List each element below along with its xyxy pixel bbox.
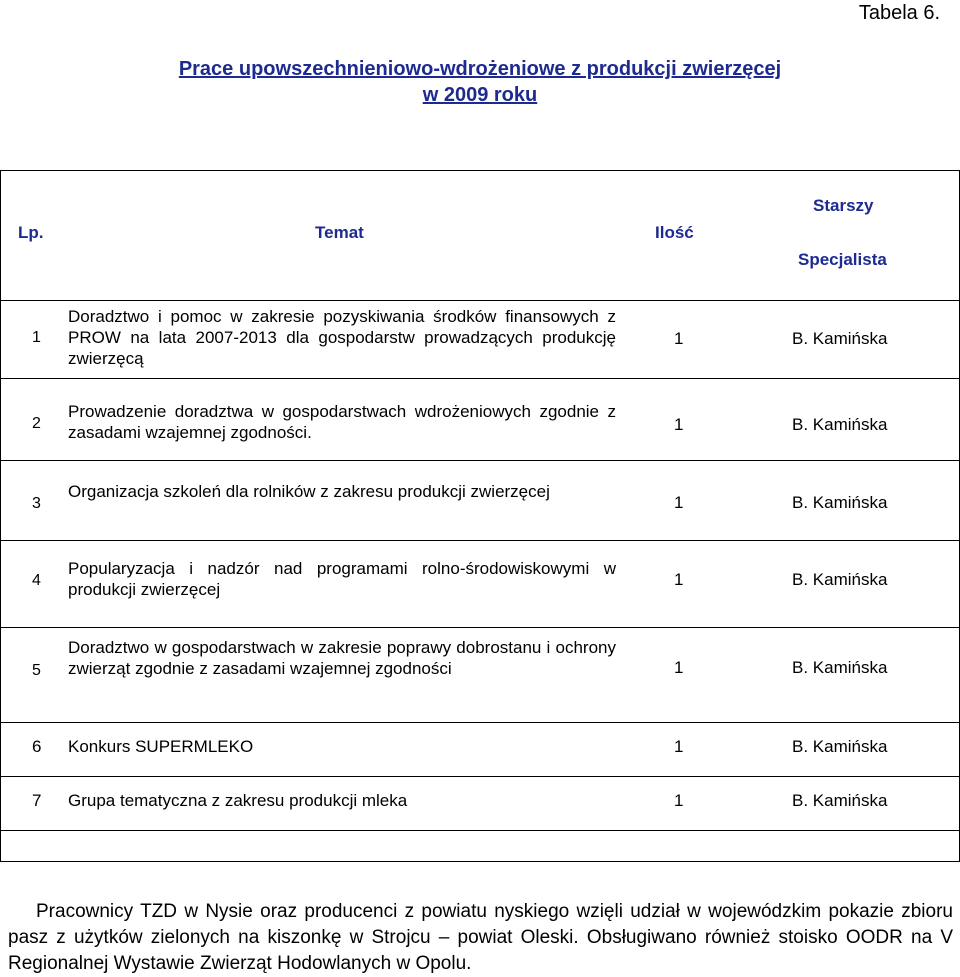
document-title-line-2: w 2009 roku — [422, 84, 538, 106]
table-number-label: Tabela 6. — [858, 2, 940, 24]
table-rule — [0, 776, 960, 777]
table-rule — [0, 722, 960, 723]
row-topic: Doradztwo w gospodarstwach w zakresie poprawy dobrostanu i ochrony zwierząt zgodnie z zasadami wzajemnej zgodności — [68, 638, 616, 678]
row-specialist: B. Kamińska — [792, 737, 888, 756]
row-lp: 4 — [32, 572, 41, 589]
header-lp: Lp. — [18, 223, 44, 242]
row-topic: Prowadzenie doradztwa w gospodarstwach wdrożeniowych zgodnie z zasadami wzajemnej zgodności. — [68, 402, 616, 442]
table-rule — [0, 830, 960, 831]
table-rule — [0, 540, 960, 541]
footer-note — [8, 899, 953, 977]
header-specialist-line-1: Starszy — [813, 196, 874, 215]
row-count: 1 — [674, 329, 684, 348]
row-lp: 6 — [32, 737, 42, 756]
header-count: Ilość — [655, 223, 694, 242]
table-rule — [0, 460, 960, 461]
row-count: 1 — [674, 737, 684, 756]
row-lp: 7 — [32, 791, 42, 810]
row-specialist: B. Kamińska — [792, 658, 888, 677]
table-rule — [0, 170, 960, 171]
document-title-line-1: Prace upowszechnieniowo-wdrożeniowe z produkcji zwierzęcej — [178, 58, 782, 80]
table-rule — [0, 300, 960, 301]
row-count: 1 — [674, 791, 684, 810]
row-count: 1 — [674, 493, 684, 512]
row-topic: Grupa tematyczna z zakresu produkcji mleka — [68, 791, 408, 810]
row-count: 1 — [674, 658, 684, 677]
work-table — [0, 170, 960, 862]
header-topic: Temat — [315, 223, 364, 242]
row-specialist: B. Kamińska — [792, 415, 888, 434]
header-specialist-line-2: Specjalista — [798, 250, 887, 269]
row-lp: 5 — [32, 662, 41, 679]
row-count: 1 — [674, 570, 684, 589]
row-topic: Konkurs SUPERMLEKO — [68, 737, 254, 756]
row-lp: 2 — [32, 415, 41, 432]
row-topic: Popularyzacja i nadzór nad programami rolno-środowiskowymi w produkcji zwierzęcej — [68, 559, 616, 599]
document-title — [0, 56, 960, 108]
row-specialist: B. Kamińska — [792, 493, 888, 512]
row-specialist: B. Kamińska — [792, 329, 888, 348]
table-rule — [0, 627, 960, 628]
row-lp: 1 — [32, 329, 41, 346]
table-rule — [0, 861, 960, 862]
row-topic: Doradztwo i pomoc w zakresie pozyskiwania środków finansowych z PROW na lata 2007-2013 dla gospodarstw prowadzących produkcję zwierzęcą — [68, 307, 616, 368]
row-specialist: B. Kamińska — [792, 791, 888, 810]
row-specialist: B. Kamińska — [792, 570, 888, 589]
table-rule — [0, 170, 1, 862]
table-rule — [0, 378, 960, 379]
row-lp: 3 — [32, 495, 41, 512]
row-topic: Organizacja szkoleń dla rolników z zakresu produkcji zwierzęcej — [68, 482, 550, 501]
footer-paragraph: Pracownicy TZD w Nysie oraz producenci z powiatu nyskiego wzięli udział w wojewódzkim pokazie zbioru pasz z użytków zielonych na kiszonkę w Strojcu – powiat Oleski. Obsługiwano również stoisko OODR na V Regionalnej Wystawie Zwierząt Hodowlanych w Opolu. — [8, 901, 953, 974]
row-count: 1 — [674, 415, 684, 434]
